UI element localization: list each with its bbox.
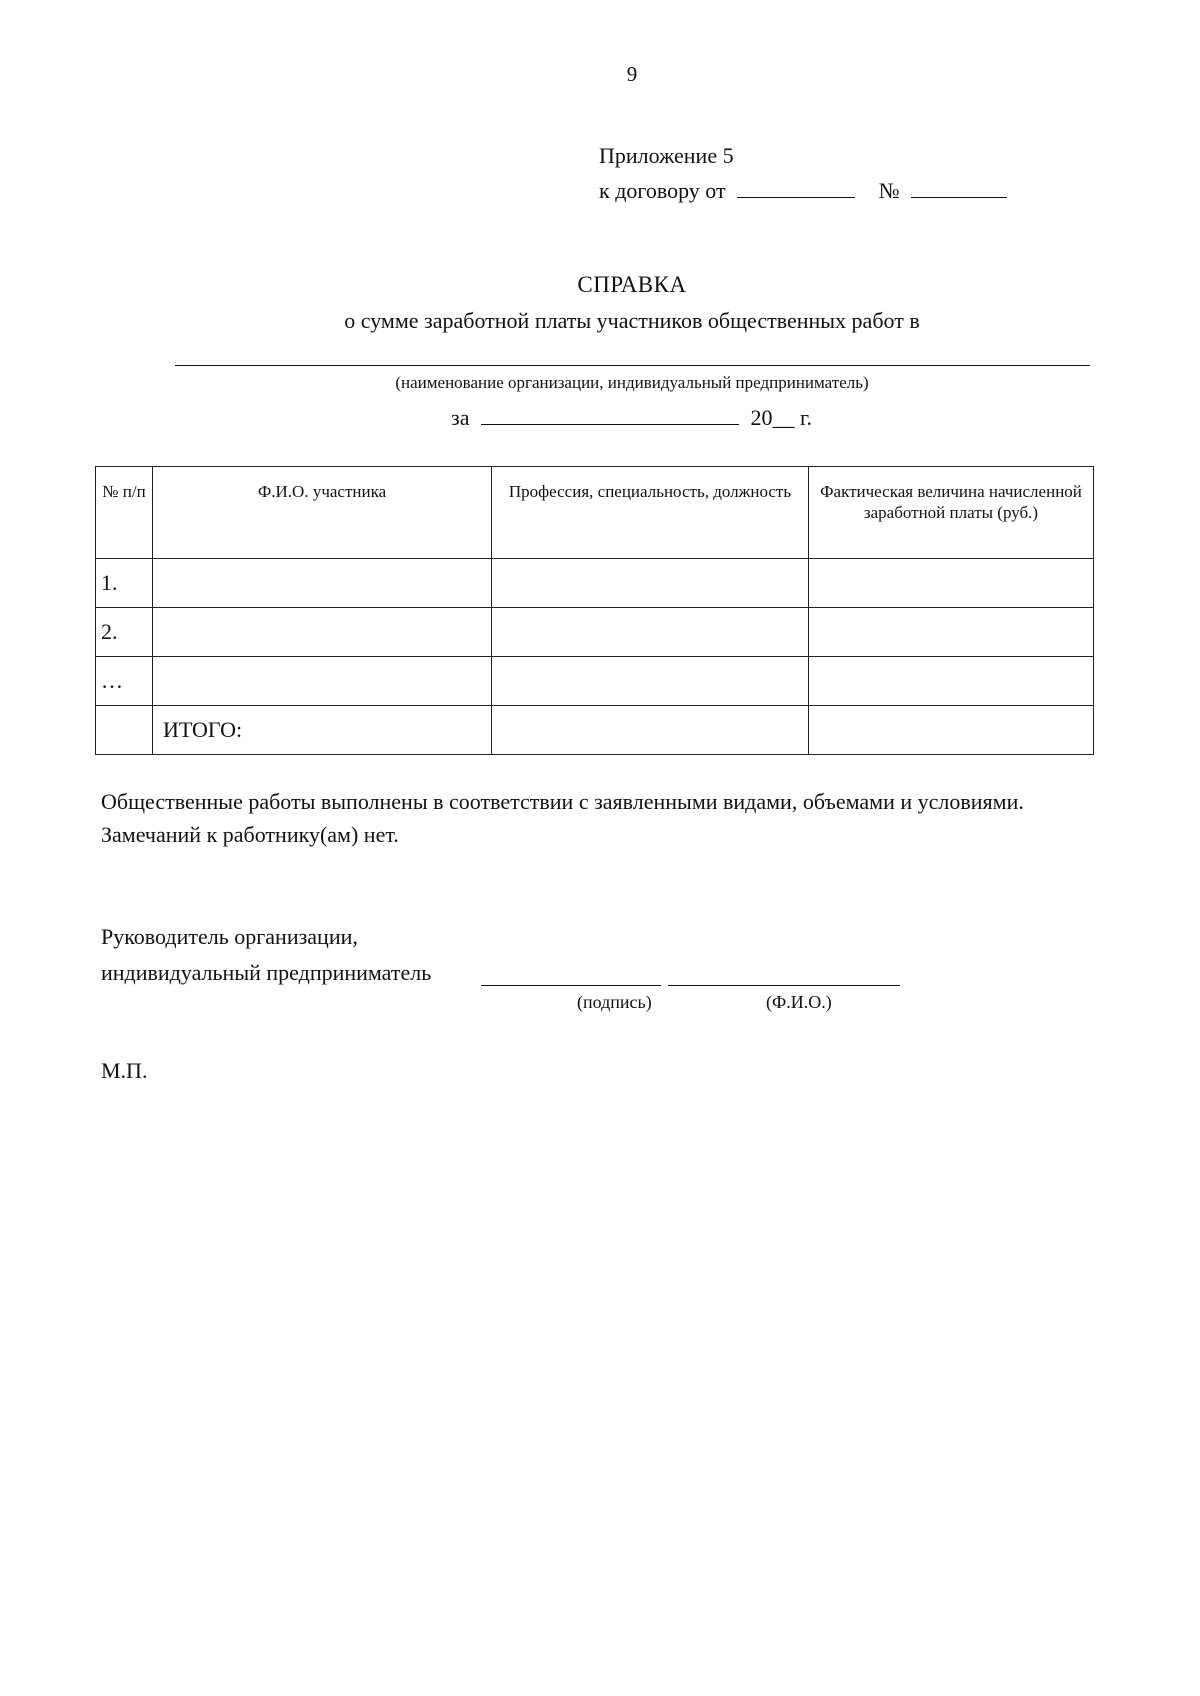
row-amount-cell [809, 608, 1094, 657]
signer-title-line2: индивидуальный предприниматель [101, 960, 432, 985]
table-row [96, 559, 1094, 608]
contract-number-blank [911, 196, 1007, 198]
organization-blank-line [175, 365, 1090, 366]
header-salary: Фактическая величина начисленной заработной платы (руб.) [809, 467, 1094, 559]
period-year: 20__ г. [750, 405, 813, 430]
period-line [451, 405, 812, 431]
table-row [96, 608, 1094, 657]
organization-caption: (наименование организации, индивидуальный предприниматель) [395, 373, 869, 392]
row-name-cell [153, 608, 492, 657]
row-number: 1. [96, 559, 153, 608]
completion-statement: Общественные работы выполнены в соответствии с заявленными видами, объемами и условиями. Замечаний к работнику(ам) нет. [101, 789, 1024, 847]
document-subtitle: о сумме заработной платы участников общественных работ в [344, 308, 920, 333]
signature-caption: (подпись) [577, 992, 652, 1012]
name-caption: (Ф.И.О.) [766, 992, 832, 1012]
name-blank [668, 985, 900, 986]
table-total-row [96, 706, 1094, 755]
total-profession-cell [492, 706, 809, 755]
row-name-cell [153, 657, 492, 706]
row-number: … [96, 657, 153, 706]
row-profession-cell [492, 657, 809, 706]
salary-table [95, 466, 1094, 755]
table-header-row [96, 467, 1094, 559]
row-amount-cell [809, 657, 1094, 706]
annex-title: Приложение 5 [599, 143, 734, 168]
table-row [96, 657, 1094, 706]
row-profession-cell [492, 559, 809, 608]
period-blank [481, 423, 739, 425]
annex-contract-line [599, 178, 1007, 204]
row-number: 2. [96, 608, 153, 657]
number-sign: № [878, 178, 900, 203]
period-prefix: за [451, 405, 470, 430]
contract-date-blank [737, 196, 855, 198]
total-number-cell [96, 706, 153, 755]
contract-prefix: к договору от [599, 178, 726, 203]
header-profession: Профессия, специальность, должность [492, 467, 809, 559]
header-number: № п/п [96, 467, 153, 559]
row-amount-cell [809, 559, 1094, 608]
signature-blank [481, 985, 661, 986]
total-label: ИТОГО: [153, 706, 492, 755]
row-name-cell [153, 559, 492, 608]
page-number: 9 [626, 62, 638, 86]
document-title: СПРАВКА [577, 272, 687, 297]
signer-title-line1: Руководитель организации, [101, 924, 358, 949]
row-profession-cell [492, 608, 809, 657]
total-amount-cell [809, 706, 1094, 755]
header-name: Ф.И.О. участника [153, 467, 492, 559]
seal-mark: М.П. [101, 1058, 148, 1083]
